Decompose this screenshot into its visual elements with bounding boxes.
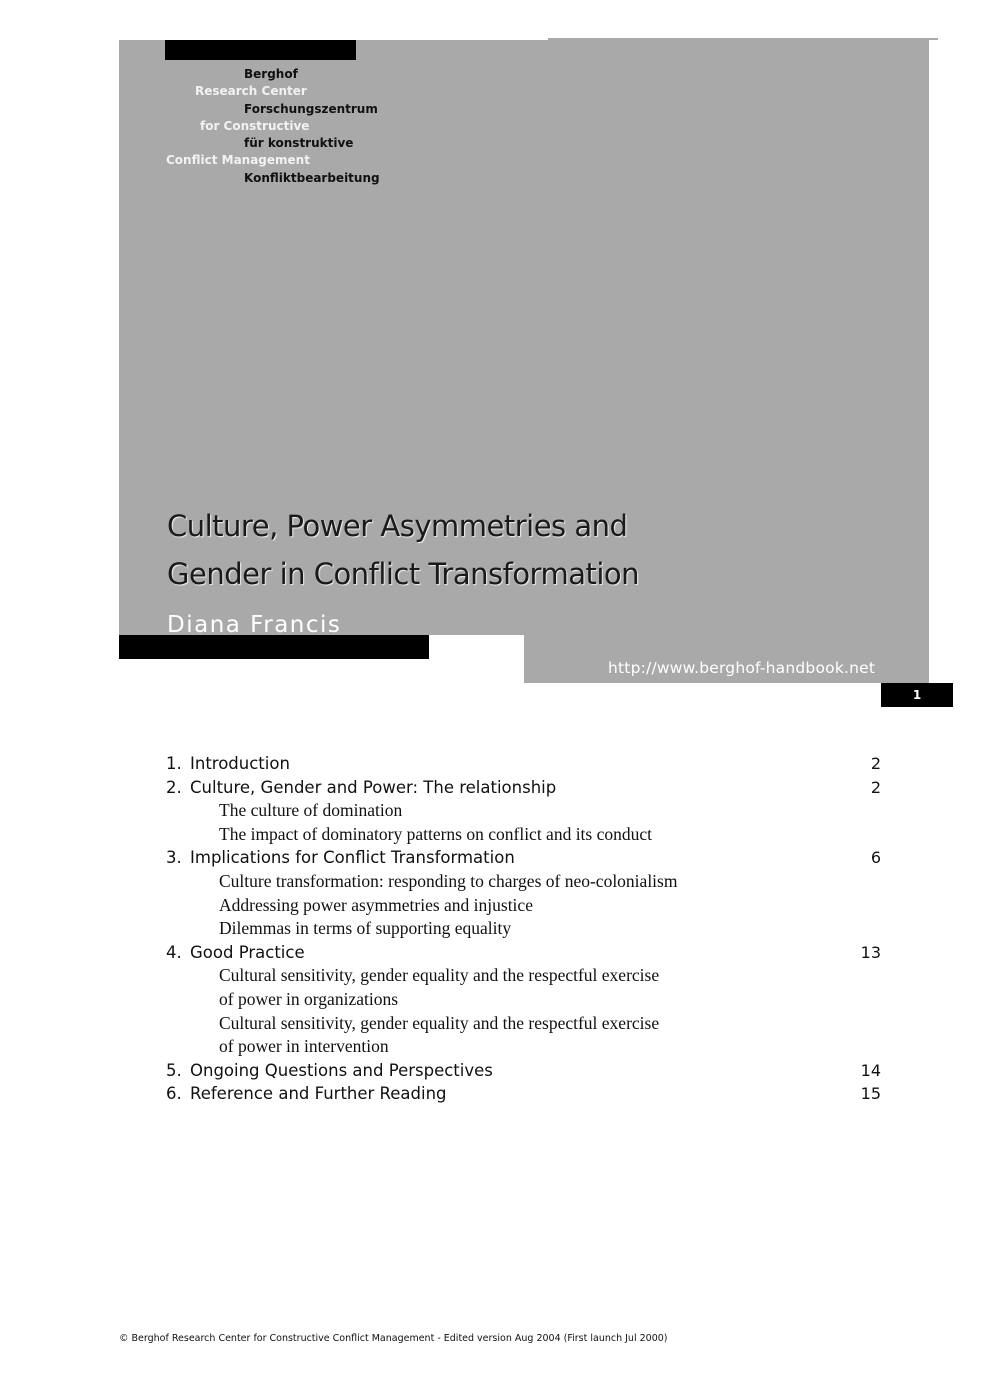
toc-subsection-entry[interactable]: [166, 964, 886, 988]
toc-section-title: Culture, Gender and Power: The relationship: [190, 777, 557, 797]
bottom-black-bar: [119, 635, 429, 659]
document-title: [167, 502, 887, 598]
toc-subsection-title: Dilemmas in terms of supporting equality: [219, 918, 512, 939]
toc-section-label: [166, 754, 290, 773]
toc-subsection-title: Cultural sensitivity, gender equality and the respectful exercise: [219, 965, 660, 986]
logo-line: for Constructive: [200, 118, 310, 133]
logo-line: Research Center: [195, 84, 307, 99]
handbook-url-link[interactable]: http://www.berghof-handbook.net: [608, 659, 876, 677]
toc-subsection-entry[interactable]: [166, 799, 886, 823]
toc-subsection-title: of power in organizations: [219, 988, 399, 1009]
toc-page-number: 14: [860, 1060, 881, 1080]
header-cutout-lower: [119, 659, 524, 685]
toc-section-entry[interactable]: [166, 941, 886, 965]
header-cutout-upper: [429, 635, 524, 659]
toc-section-title: Implications for Conflict Transformation: [190, 848, 515, 868]
header-top-edge: [548, 38, 938, 40]
toc-section-title: Good Practice: [190, 942, 305, 962]
toc-page-number: 2: [870, 777, 881, 797]
toc-subsection-entry[interactable]: [166, 1035, 886, 1059]
toc-section-label: [166, 943, 305, 962]
toc-subsection-entry[interactable]: [166, 988, 886, 1012]
toc-section-entry[interactable]: [166, 1059, 886, 1083]
title-line-1: Culture, Power Asymmetries and: [167, 509, 628, 543]
toc-subsection-title: The culture of domination: [219, 800, 403, 821]
toc-subsection-entry[interactable]: [166, 823, 886, 847]
toc-subsection-title: Cultural sensitivity, gender equality and the respectful exercise: [219, 1012, 660, 1033]
toc-section-entry[interactable]: [166, 846, 886, 870]
toc-section-number: 6.: [166, 1084, 182, 1104]
logo-line: Conflict Management: [166, 153, 310, 168]
toc-subsection-title: Culture transformation: responding to charges of neo-colonialism: [219, 870, 678, 891]
toc-section-label: [166, 1061, 493, 1080]
toc-section-number: 5.: [166, 1060, 182, 1080]
toc-page-number: 6: [870, 848, 881, 868]
toc-section-number: 4.: [166, 942, 182, 962]
toc-subsection-title: The impact of dominatory patterns on conflict and its conduct: [219, 823, 653, 844]
toc-page-number: 13: [860, 942, 881, 962]
toc-section-title: Reference and Further Reading: [190, 1084, 447, 1104]
author-name: Diana Francis: [167, 612, 342, 635]
copyright-footer: © Berghof Research Center for Constructive Conflict Management - Edited version Aug 2004 (First launch Jul 2000): [119, 1333, 668, 1344]
toc-page-number: 2: [870, 754, 881, 773]
toc-subsection-title: Addressing power asymmetries and injustice: [219, 894, 533, 915]
toc-subsection-entry[interactable]: [166, 917, 886, 941]
logo-line: Forschungszentrum: [244, 101, 378, 116]
logo-line: Berghof: [244, 67, 298, 81]
logo-line: für konstruktive: [244, 136, 354, 151]
toc-section-title: Ongoing Questions and Perspectives: [190, 1060, 493, 1080]
toc-subsection-entry[interactable]: [166, 1012, 886, 1036]
toc-section-label: [166, 778, 556, 797]
toc-page-number: 15: [860, 1084, 881, 1104]
toc-subsection-entry[interactable]: [166, 870, 886, 894]
toc-section-entry[interactable]: [166, 776, 886, 800]
logo-line: Konfliktbearbeitung: [244, 170, 380, 185]
top-black-bar: [165, 40, 356, 60]
toc-section-number: 3.: [166, 848, 182, 868]
toc-subsection-entry[interactable]: [166, 894, 886, 918]
berghof-logo: [166, 66, 380, 187]
title-line-2: Gender in Conflict Transformation: [167, 557, 640, 591]
toc-section-number: 2.: [166, 777, 182, 797]
toc-section-label: [166, 848, 515, 867]
toc-section-entry[interactable]: [166, 1082, 886, 1106]
toc-section-entry[interactable]: [166, 752, 886, 776]
page-number-badge: 1: [881, 683, 953, 707]
toc-section-number: 1.: [166, 754, 182, 773]
table-of-contents: [166, 752, 886, 1106]
toc-section-title: Introduction: [190, 754, 290, 773]
toc-subsection-title: of power in intervention: [219, 1036, 389, 1057]
toc-section-label: [166, 1084, 447, 1103]
